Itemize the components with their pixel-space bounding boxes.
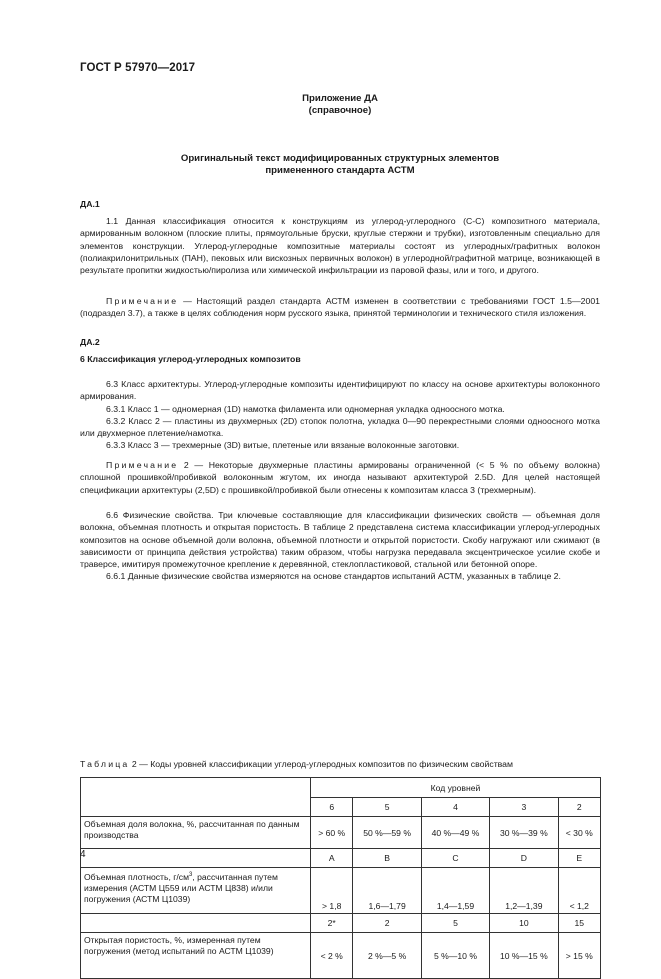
appendix-title: Приложение ДА (302, 93, 378, 104)
table-header-row (81, 778, 601, 798)
table-caption-label: Таблица (80, 759, 130, 769)
appendix-heading-line2: примененного стандарта АСТМ (265, 165, 415, 176)
value-cell: > 60 % (311, 817, 353, 849)
value-cell: 10 %—15 % (490, 933, 558, 979)
code-cell: 15 (558, 914, 600, 933)
value-cell: 5 %—10 % (421, 933, 489, 979)
value-cell: > 15 % (558, 933, 600, 979)
da1-label: ДА.1 (80, 199, 100, 209)
code-cell: E (558, 849, 600, 868)
codes-row-2 (81, 914, 601, 933)
level-cell: 2 (558, 798, 600, 817)
bulk-density-label (81, 868, 311, 914)
codes-empty-cell (81, 914, 311, 933)
note-label: Примечание (106, 296, 179, 306)
page-number: 4 (80, 849, 86, 860)
paragraph-6-6-1: 6.6.1 Данные физические свойства измеряются на основе стандартов испытаний АСТМ, указанных в таблице 2. (106, 571, 561, 582)
level-cell: 6 (311, 798, 353, 817)
bulk-density-label-part2: , рассчитанная путем измерения (АСТМ Ц559 или АСТМ Ц838) и/или погружения (АСТМ Ц1039) (84, 871, 278, 904)
table-corner-cell (81, 778, 311, 817)
value-cell: 1,4—1,59 (421, 868, 489, 914)
level-cell: 4 (421, 798, 489, 817)
paragraph-1-1: 1.1 Данная классификация относится к конструкциям из углерод-углеродного (С-С) композитного материала, армированным волокном (плоские плиты, прямоугольные бруски, круглые стержни и трубки), изготовленным специально для элементов конструкции. Углерод-углеродные композитные материалы состоят из углеродных/графитных волокон (полиакрилонитрильных (ПАН), пековых или вискозных первичных волокон) в углеродной/графитной матрице, возникающей в результате пропитки жидкостью/пиролиза или химической инфильтрации из паровой фазы, или и того, и другого. (80, 216, 600, 276)
code-cell: 10 (490, 914, 558, 933)
bulk-density-row (81, 868, 601, 914)
code-cell: B (353, 849, 421, 868)
note-2-text: 2 — Некоторые двухмерные пластины армированы ограниченной (< 5 % по объему волокна) сплошной прошивкой/пробивкой волоконным жгутом, их иногда называют архитектурой 2.5D. Для целей настоящей спецификации архитектуры (2,5D) с прошивкой/пробивкой были отнесены к композитам класса 3 (трехмерным). (80, 460, 600, 495)
da1-paragraph (80, 215, 600, 276)
value-cell: 50 %—59 % (353, 817, 421, 849)
bulk-density-label-part1: Объемная плотность, г/см (84, 871, 189, 882)
code-cell: 2 (353, 914, 421, 933)
value-cell: < 30 % (558, 817, 600, 849)
code-cell: 2* (311, 914, 353, 933)
bulk-density-unit-sup: 3 (188, 872, 193, 878)
da1-note (80, 295, 600, 320)
codes-row (81, 849, 601, 868)
level-cell: 5 (353, 798, 421, 817)
open-porosity-row (81, 933, 601, 979)
value-cell: 30 %—39 % (490, 817, 558, 849)
table-caption (80, 759, 600, 769)
value-cell: 1,6—1,79 (353, 868, 421, 914)
open-porosity-label: Открытая пористость, %, измеренная путем погружения (метод испытаний по АСТМ Ц1039) (81, 933, 311, 979)
paragraph-6-6: 6.6 Физические свойства. Три ключевые составляющие для классификации физических свойств — объемная доля волокна, объемная плотность и открытая пористость. В таблице 2 представлена система классификации углерод-углеродных композитов на основе объемной доли волокна, объемной плотности и открытой пористости. Скобу нагружают или сжимают (в зависимости от принципа действия устройства) таким образом, чтобы нагрузка передавала эксцентрическое усилие скобе и траверсе, имитируя промежуточное крепление к деревянной, стеклопластиковой, стальной или бетонной опоре. (80, 510, 600, 570)
da2-label: ДА.2 (80, 337, 100, 347)
value-cell: < 1,2 (558, 868, 600, 914)
value-cell: < 2 % (311, 933, 353, 979)
note-2 (80, 459, 600, 496)
code-cell: D (490, 849, 558, 868)
section-6-6 (80, 509, 600, 583)
codes-empty-cell (81, 849, 311, 868)
paragraph-6-3: 6.3 Класс архитектуры. Углерод-углеродные композиты идентифицируют по классу на основе архитектуры волоконного армирования. (80, 379, 600, 402)
appendix-subtitle: (справочное) (308, 105, 372, 116)
code-cell: 5 (421, 914, 489, 933)
note-text: — Настоящий раздел стандарта АСТМ изменен в соответствии с требованиями ГОСТ 1.5—2001 (подраздел 3.7), а также в целях соблюдения норм русского языка, принятой терминологии и технического стиля изложения. (80, 296, 600, 319)
table-caption-text: 2 — Коды уровней классификации углерод-углеродных композитов по физическим свойствам (129, 759, 513, 769)
value-cell: 2 %—5 % (353, 933, 421, 979)
code-cell: C (421, 849, 489, 868)
classification-table (80, 777, 601, 979)
value-cell: 40 %—49 % (421, 817, 489, 849)
paragraph-6-3-1: 6.3.1 Класс 1 — одномерная (1D) намотка филамента или одномерная укладка одноосного мотка. (106, 403, 505, 414)
paragraph-6-3-2: 6.3.2 Класс 2 — пластины из двухмерных (2D) стопок полотна, укладка 0—90 перекрестными слоями одноосного мотка или двухмерное плетение/намотка. (80, 415, 600, 439)
fiber-fraction-label: Объемная доля волокна, %, рассчитанная по данным производства (81, 817, 311, 849)
fiber-fraction-row (81, 817, 601, 849)
code-cell: A (311, 849, 353, 868)
note-2-label: Примечание (106, 460, 179, 470)
paragraph-6-3-3: 6.3.3 Класс 3 — трехмерные (3D) витые, плетеные или вязаные волоконные заготовки. (106, 440, 460, 451)
section-6-3 (80, 378, 600, 452)
section-6-title: 6 Классификация углерод-углеродных композитов (80, 354, 301, 364)
level-cell: 3 (490, 798, 558, 817)
value-cell: > 1,8 (311, 868, 353, 914)
appendix-heading-line1: Оригинальный текст модифицированных структурных элементов (180, 153, 500, 164)
document-code: ГОСТ Р 57970—2017 (80, 62, 196, 74)
value-cell: 1,2—1,39 (490, 868, 558, 914)
level-code-header: Код уровней (311, 778, 601, 798)
